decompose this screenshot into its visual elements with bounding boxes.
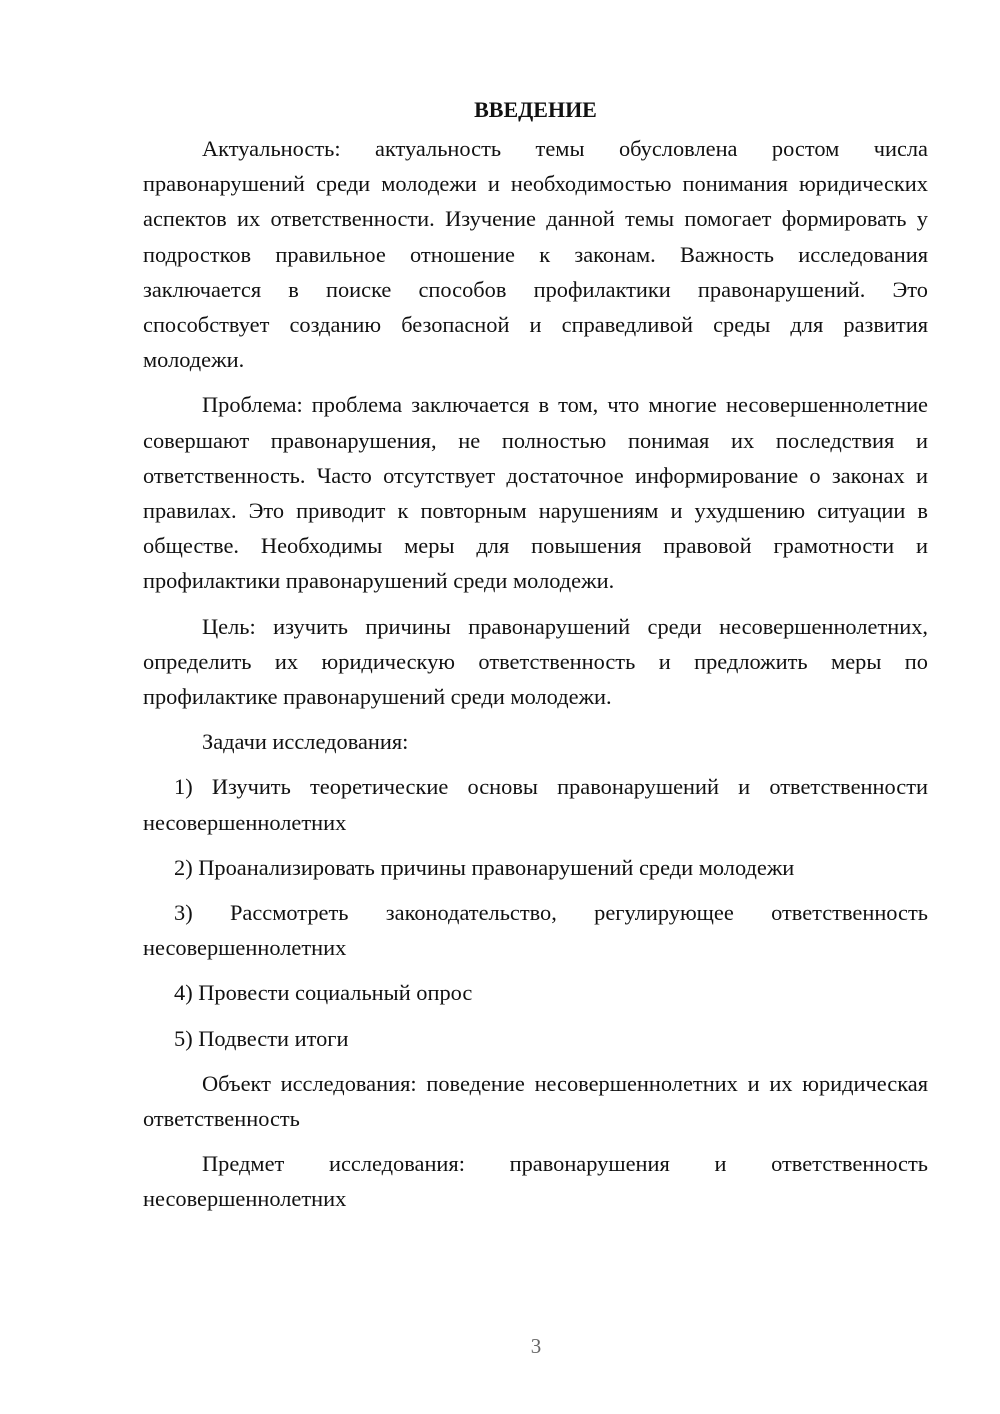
subject-paragraph: Предмет исследования: правонарушения и ответственность несовершеннолетних [143,1151,928,1212]
problem-paragraph: Проблема: проблема заключается в том, что многие несовершеннолетние совершают правонарушения, не полностью понимая их последствия и ответственность. Часто отсутствует достаточное информирование о законах и правилах. Это приводит к повторным нарушениям и ухудшению ситуации в обществе. Необходимы меры для повышения правовой грамотности и профилактики правонарушений среди молодежи. [143,392,928,594]
page-number: 3 [530,1334,542,1358]
relevance-paragraph: Актуальность: актуальность темы обусловлена ростом числа правонарушений среди молодежи и необходимостью понимания юридических аспектов их ответственности. Изучение данной темы помогает формировать у подростков правильное отношение к законам. Важность исследования заключается в поиске способов профилактики правонарушений. Это способствует созданию безопасной и справедливой среды для развития молодежи. [143,136,928,373]
task-item: 3) Рассмотреть законодательство, регулирующее ответственность несовершеннолетних [143,900,928,961]
tasks-heading: Задачи исследования: [202,729,409,755]
page-title: ВВЕДЕНИЕ [474,97,597,122]
object-paragraph: Объект исследования: поведение несовершеннолетних и их юридическая ответственность [143,1070,928,1132]
goal-paragraph: Цель: изучить причины правонарушений среди несовершеннолетних, определить их юридическую ответственность и предложить меры по профилактике правонарушений среди молодежи. [143,613,928,710]
task-item: 4) Провести социальный опрос [174,980,473,1006]
task-item: 5) Подвести итоги [174,1025,349,1051]
document-page [143,92,928,1227]
task-item: 2) Проанализировать причины правонарушений среди молодежи [174,854,795,880]
task-item: 1) Изучить теоретические основы правонарушений и ответственности несовершеннолетних [143,774,928,835]
